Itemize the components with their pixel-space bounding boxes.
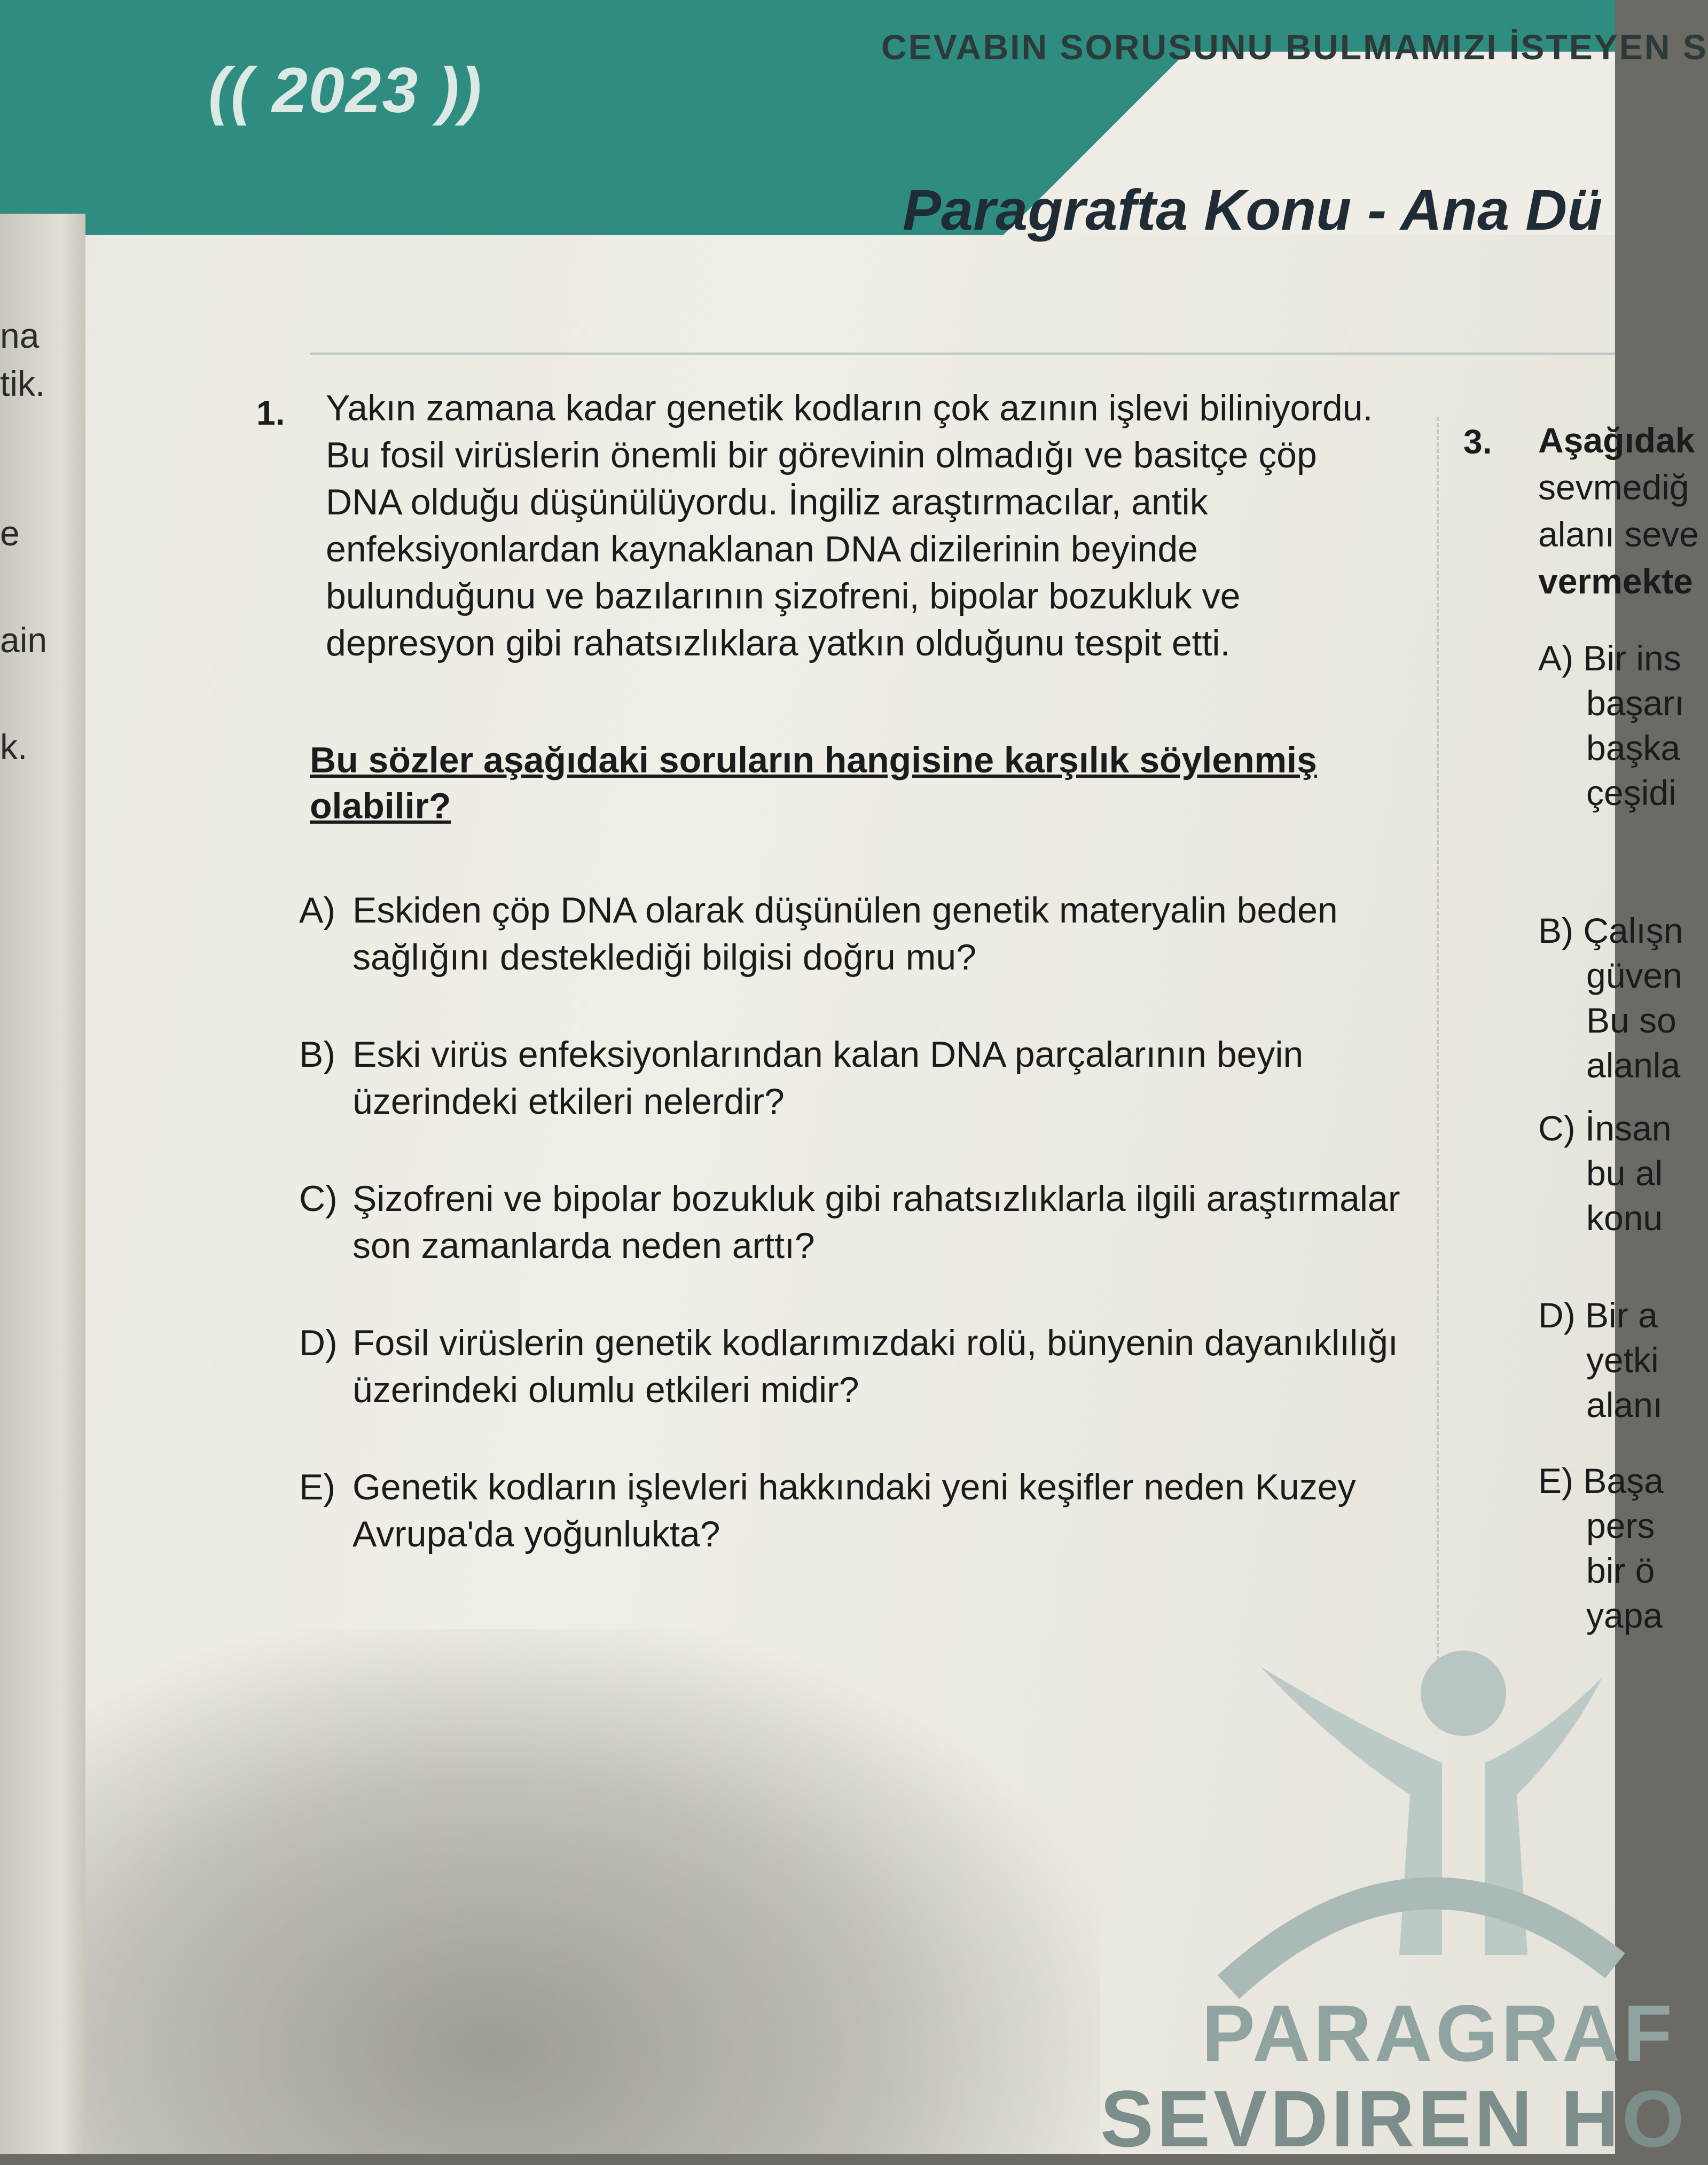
left-page-fragment: na (0, 316, 40, 355)
option-a[interactable] (299, 887, 1421, 981)
book-page (85, 0, 1708, 2163)
option-line: alanı (1586, 1385, 1663, 1425)
left-page-fragment: k. (0, 727, 28, 767)
option-line: D) Bir a (1538, 1295, 1658, 1335)
stem-line: Aşağıdak (1538, 420, 1695, 460)
hand-shadow (85, 1629, 1100, 2154)
option-line: Bu so (1586, 1001, 1676, 1040)
year-badge: (( 2023 )) (208, 54, 483, 126)
question-passage: Yakın zamana kadar genetik kodların çok azının işlevi biliniyordu. Bu fosil virüslerin önemli bir görevinin olmadığı ve basitçe çöp DNA olduğu düşünülüyordu. İngiliz araştırmacılar, antik enfeksiyonlardan kaynaklanan DNA dizilerinin beyinde bulunduğunu ve bazılarının şizofreni, bipolar bozukluk ve depresyon gibi rahatsızlıklara yatkın olduğunu tespit etti. (326, 388, 1373, 663)
option-line: başka (1586, 728, 1681, 768)
option-b[interactable] (299, 1031, 1421, 1125)
question-number: 3. (1463, 423, 1492, 461)
option-label: B) (299, 1034, 335, 1075)
option-text: Şizofreni ve bipolar bozukluk gibi rahatsızlıklarla ilgili araştırmalar son zamanlarda neden arttı? (352, 1178, 1400, 1266)
question-prompt: Bu sözler aşağıdaki soruların hangisine karşılık söylenmiş olabilir? (310, 740, 1317, 826)
option-line: pers (1586, 1506, 1655, 1545)
question-stem (1538, 417, 1699, 605)
option-line: konu (1586, 1198, 1663, 1238)
option-label: C) (299, 1178, 338, 1219)
option-c[interactable] (299, 1175, 1421, 1269)
option-text: Genetik kodların işlevleri hakkındaki yeni keşifler neden Kuzey Avrupa'da yoğunlukta? (352, 1467, 1356, 1554)
option-line: B) Çalışn (1538, 911, 1683, 950)
option-text: Eski virüs enfeksiyonlarından kalan DNA parçalarının beyin üzerindeki etkileri nelerdir? (352, 1034, 1304, 1122)
option-line: E) Başa (1538, 1461, 1664, 1500)
left-page-fragment: ain (0, 620, 48, 660)
question-3 (1463, 417, 1699, 1645)
option-line: alanla (1586, 1045, 1681, 1085)
option-line: bir ö (1586, 1551, 1655, 1590)
q3-option-a[interactable] (1538, 636, 1684, 815)
stem-line: alanı seve (1538, 514, 1699, 554)
logo-text-line1: PARAGRAF (1202, 1988, 1675, 2078)
option-label: D) (299, 1323, 338, 1363)
option-text: Fosil virüslerin genetik kodlarımızdaki rolü, bünyenin dayanıklılığı üzerindeki olumlu etkileri midir? (352, 1323, 1398, 1410)
section-title: Paragrafta Konu - Ana Dü (903, 177, 1603, 242)
question-number: 1. (256, 394, 285, 432)
q3-option-e[interactable] (1538, 1458, 1664, 1638)
column-divider (1437, 417, 1439, 1699)
header-rule (310, 353, 1615, 355)
option-line: bu al (1586, 1153, 1663, 1193)
option-line: yetki (1586, 1340, 1659, 1380)
q3-option-b[interactable] (1538, 908, 1683, 1088)
left-page-fragment: e (0, 513, 20, 553)
option-line: A) Bir ins (1538, 638, 1681, 678)
left-page-header-band (0, 0, 91, 214)
stem-line: vermekte (1538, 561, 1693, 601)
left-page-fragment: tik. (0, 364, 45, 403)
option-text: Eskiden çöp DNA olarak düşünülen genetik materyalin beden sağlığını desteklediği bilgisi doğru mu? (352, 890, 1338, 978)
stem-line: sevmediğ (1538, 467, 1689, 507)
option-line: C) İnsan (1538, 1108, 1672, 1148)
option-label: E) (299, 1467, 335, 1507)
q3-option-c[interactable] (1538, 1106, 1671, 1240)
option-line: yapa (1586, 1596, 1663, 1635)
option-d[interactable] (299, 1319, 1421, 1413)
option-line: çeşidi (1586, 773, 1676, 812)
q3-option-d[interactable] (1538, 1293, 1663, 1427)
option-line: güven (1586, 956, 1682, 995)
option-label: A) (299, 890, 335, 931)
option-e[interactable] (299, 1464, 1421, 1558)
option-line: başarı (1586, 683, 1685, 723)
running-head: CEVABIN SORUSUNU BULMAMIZI İSTEYEN S (881, 27, 1708, 67)
logo-text-line2: SEVDIREN HO (1100, 2074, 1688, 2163)
